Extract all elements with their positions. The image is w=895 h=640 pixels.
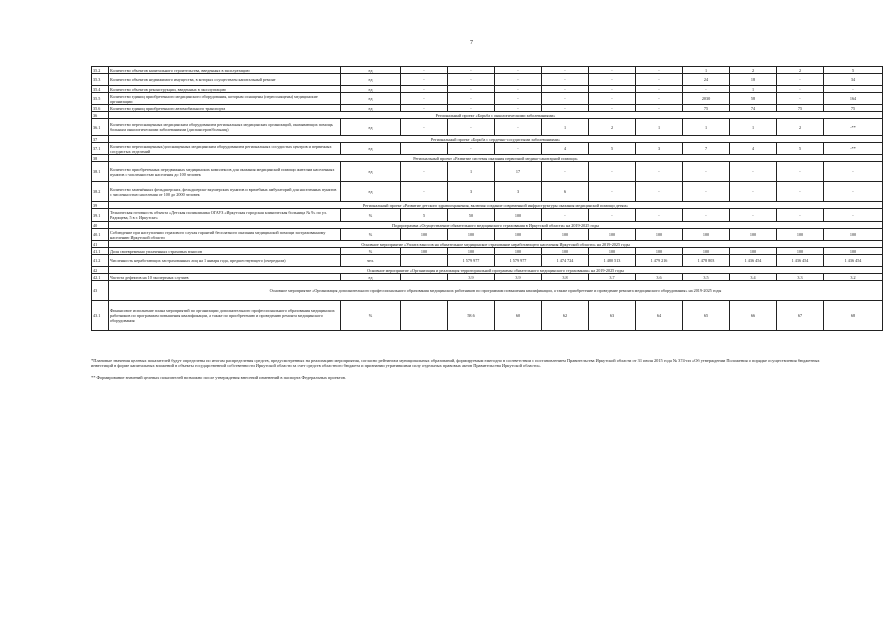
value-cell: - [636, 74, 683, 86]
value-cell: 4 [730, 143, 777, 155]
row-number: 37 [92, 136, 109, 143]
row-number: 38.1 [92, 162, 109, 182]
value-cell: 3.5 [683, 274, 730, 281]
value-cell: 100 [542, 248, 589, 255]
indicator-name: Количество приобретенных передвижных медицинских комплексов для оказания медицинской помощи жителям населенных пунктов с численностью населения до 100 человек [109, 162, 341, 182]
value-cell: 2030 [683, 93, 730, 105]
indicator-name: Техническая готовность объекта «Детская поликлиника ОГАУЗ «Иркутская городская клиническая больница № 9» по ул. Радищева, 5 в г. Иркутске» [109, 209, 341, 222]
indicator-name: Количество переоснащенных/дооснащенных медицинским оборудованием региональных сосудистых центров и первичных сосудистых отделений [109, 143, 341, 155]
page-number: 7 [470, 40, 473, 46]
value-cell: 100 [542, 229, 589, 241]
table-row [92, 162, 883, 182]
value-cell: 5 [824, 67, 883, 74]
table-body [92, 67, 883, 331]
value-cell: - [542, 67, 589, 74]
row-number: 35.4 [92, 86, 109, 93]
value-cell: 17 [495, 162, 542, 182]
value-cell: - [448, 105, 495, 112]
value-cell: 3.2 [824, 274, 883, 281]
value-cell: - [589, 105, 636, 112]
value-cell: 63 [589, 301, 636, 331]
value-cell: 18 [730, 74, 777, 86]
unit-cell: % [341, 229, 401, 241]
table-row [92, 301, 883, 331]
value-cell: 64 [636, 301, 683, 331]
value-cell: - [448, 93, 495, 105]
value-cell: 3.8 [542, 274, 589, 281]
value-cell: 1 [448, 162, 495, 182]
row-number: 40 [92, 222, 109, 229]
value-cell: - [636, 67, 683, 74]
value-cell: - [636, 162, 683, 182]
value-cell: 1 474 724 [542, 255, 589, 267]
value-cell: 100 [777, 229, 824, 241]
value-cell: - [542, 86, 589, 93]
indicators-table [91, 66, 883, 331]
row-number: 42 [92, 267, 109, 274]
value-cell: 24 [683, 74, 730, 86]
value-cell: - [448, 119, 495, 136]
value-cell: 1 579 977 [495, 255, 542, 267]
value-cell: 100 [495, 209, 542, 222]
row-number: 35.5 [92, 93, 109, 105]
row-number: 37.1 [92, 143, 109, 155]
unit-cell: % [341, 209, 401, 222]
value-cell: 100 [401, 229, 448, 241]
value-cell: 7 [683, 143, 730, 155]
value-cell: 5 [589, 143, 636, 155]
value-cell: 100 [589, 248, 636, 255]
section-title: Основное мероприятие «Организация дополнительного профессионального образования медицинских работников по программам повышения квалификации, а также приобретение и проведение ремонта медицинского оборудования» на 2019-2025 годы [109, 281, 883, 301]
table-row [92, 182, 883, 202]
section-row [92, 241, 883, 248]
value-cell: - [589, 182, 636, 202]
section-row [92, 136, 883, 143]
section-row [92, 281, 883, 301]
footnote-second: ** Формирование значений целевых показателей возможно после утверждения внесений изменений в паспорта Федеральных проектов. [91, 374, 347, 380]
value-cell [401, 143, 448, 155]
value-cell: 1 [683, 67, 730, 74]
value-cell: 62 [542, 301, 589, 331]
value-cell: - [495, 86, 542, 93]
value-cell: - [730, 162, 777, 182]
value-cell: - [589, 86, 636, 93]
value-cell: 67 [777, 301, 824, 331]
value-cell: - [636, 86, 683, 93]
row-number: 41.1 [92, 248, 109, 255]
value-cell: - [636, 209, 683, 222]
value-cell: 5 [777, 143, 824, 155]
value-cell: - [683, 182, 730, 202]
value-cell: 3.6 [636, 274, 683, 281]
value-cell: - [401, 86, 448, 93]
unit-cell: ед [341, 119, 401, 136]
indicator-name: Количество объектов недвижимого имущества, в которых осуществлен капитальный ремонт [109, 74, 341, 86]
value-cell: - [683, 86, 730, 93]
row-number: 39.1 [92, 209, 109, 222]
value-cell: 2 [777, 119, 824, 136]
table-row [92, 255, 883, 267]
indicator-name: Финансовое исполнение плана мероприятий по организации дополнительного профессионального образования медицинских работников по программам повышения квалификации, а также по приобретению и проведению ремонта медицинского оборудования [109, 301, 341, 331]
value-cell: - [777, 86, 824, 93]
value-cell: - [542, 209, 589, 222]
value-cell: 1 [542, 119, 589, 136]
section-title: Региональный проект «Борьба с сердечно-сосудистыми заболеваниями» [109, 136, 883, 143]
table-row [92, 143, 883, 155]
table-row [92, 105, 883, 112]
table-row [92, 119, 883, 136]
value-cell: - [542, 74, 589, 86]
value-cell: 100 [683, 248, 730, 255]
unit-cell: ед [341, 74, 401, 86]
value-cell: - [589, 74, 636, 86]
value-cell: 75 [683, 105, 730, 112]
value-cell: 3.4 [730, 274, 777, 281]
unit-cell: ед [341, 86, 401, 93]
row-number: 41 [92, 241, 109, 248]
value-cell: 75 [824, 105, 883, 112]
value-cell [401, 255, 448, 267]
unit-cell: ед [341, 105, 401, 112]
indicator-name: Количество единиц приобретенного автомобильного транспорта [109, 105, 341, 112]
value-cell: - [589, 209, 636, 222]
value-cell: 100 [730, 229, 777, 241]
value-cell: 50 [448, 209, 495, 222]
value-cell: - [495, 143, 542, 155]
indicator-name: Доля своевременно уплаченных страховых взносов [109, 248, 341, 255]
value-cell: - [448, 67, 495, 74]
value-cell: - [777, 182, 824, 202]
indicator-name: Численность неработающих застрахованных лиц на 1 января года, предшествующего (очередном) [109, 255, 341, 267]
row-number: 40.1 [92, 229, 109, 241]
row-number: 35.6 [92, 105, 109, 112]
section-row [92, 267, 883, 274]
value-cell: - [777, 209, 824, 222]
row-number: 38 [92, 155, 109, 162]
value-cell: - [589, 67, 636, 74]
value-cell: 1 [636, 119, 683, 136]
table-row [92, 67, 883, 74]
row-number: 43.1 [92, 301, 109, 331]
value-cell [401, 301, 448, 331]
value-cell: - [495, 105, 542, 112]
value-cell: - [777, 162, 824, 182]
value-cell: 1 579 977 [448, 255, 495, 267]
value-cell: - [542, 105, 589, 112]
section-row [92, 155, 883, 162]
unit-cell: % [341, 301, 401, 331]
value-cell: - [401, 162, 448, 182]
table-row [92, 93, 883, 105]
value-cell: 100 [683, 229, 730, 241]
value-cell: 1 479 216 [636, 255, 683, 267]
indicator-name: Количество объектов реконструкции, введенных в эксплуатацию [109, 86, 341, 93]
value-cell: 100 [824, 248, 883, 255]
value-cell: - [683, 162, 730, 182]
value-cell: - [777, 74, 824, 86]
indicator-name: Количество единиц приобретенного медицинского оборудования, которым оснащены (переоснащены) медицинские организации [109, 93, 341, 105]
section-title: Основное мероприятие «Уплата взносов на обязательное медицинское страхование неработающего населения Иркутской области» на 2019-2025 годы [109, 241, 883, 248]
section-row [92, 222, 883, 229]
unit-cell: % [341, 248, 401, 255]
value-cell: - [824, 209, 883, 222]
value-cell: 3 [448, 182, 495, 202]
value-cell: - [448, 143, 495, 155]
value-cell: 65 [683, 301, 730, 331]
value-cell: 100 [777, 248, 824, 255]
row-number: 39 [92, 202, 109, 209]
value-cell: 3 [495, 182, 542, 202]
section-title: Региональный проект «Борьба с онкологическими заболеваниями» [109, 112, 883, 119]
value-cell: - [636, 105, 683, 112]
value-cell: 3.3 [777, 274, 824, 281]
value-cell: 66 [730, 301, 777, 331]
value-cell: 1 436 454 [824, 255, 883, 267]
value-cell: 58.6 [448, 301, 495, 331]
value-cell: - [683, 209, 730, 222]
value-cell: 100 [824, 229, 883, 241]
value-cell: - [542, 93, 589, 105]
value-cell: - [777, 93, 824, 105]
value-cell: 100 [495, 248, 542, 255]
value-cell: - [636, 182, 683, 202]
value-cell: - [589, 93, 636, 105]
indicator-name: Количество заменённых фельдшерских, фельдшерско-акушерских пунктов и врачебных амбулаторий для населенных пунктов с численностью населения от 100 до 2000 человек [109, 182, 341, 202]
value-cell: -** [824, 119, 883, 136]
value-cell: 100 [401, 248, 448, 255]
value-cell: - [824, 182, 883, 202]
value-cell: - [401, 105, 448, 112]
value-cell: 60 [495, 301, 542, 331]
table-row [92, 86, 883, 93]
value-cell: 2 [589, 119, 636, 136]
unit-cell: ед [341, 143, 401, 155]
value-cell: 34 [824, 74, 883, 86]
value-cell: - [401, 67, 448, 74]
value-cell: 1 [730, 86, 777, 93]
row-number: 42.1 [92, 274, 109, 281]
unit-cell: ед [341, 67, 401, 74]
table-row [92, 229, 883, 241]
unit-cell: ед [341, 182, 401, 202]
indicator-name: Количество переоснащенных медицинским оборудованием региональных медицинских организаций, оказывающих помощь больным онкологическими заболеваниями (диспансеров/больниц) [109, 119, 341, 136]
value-cell: - [636, 93, 683, 105]
row-number: 36.1 [92, 119, 109, 136]
table-row [92, 248, 883, 255]
row-number: 43 [92, 281, 109, 301]
value-cell: -** [824, 143, 883, 155]
value-cell: - [730, 182, 777, 202]
value-cell: 100 [730, 248, 777, 255]
value-cell: - [448, 74, 495, 86]
value-cell: - [495, 93, 542, 105]
table-row [92, 209, 883, 222]
value-cell: - [448, 86, 495, 93]
value-cell: 1 [683, 119, 730, 136]
section-title: Региональный проект «Развитие системы оказания первичной медико-санитарной помощи» [109, 155, 883, 162]
value-cell: 1 478 803 [683, 255, 730, 267]
value-cell: - [495, 119, 542, 136]
value-cell: 1 480 513 [589, 255, 636, 267]
value-cell: - [495, 74, 542, 86]
section-title: Основное мероприятие «Организация и реализация территориальной программы обязательного медицинского страхования» на 2019-2025 годы [109, 267, 883, 274]
unit-cell: ед [341, 162, 401, 182]
value-cell: - [824, 86, 883, 93]
value-cell: 164 [824, 93, 883, 105]
indicator-name: Количество объектов капитального строительства, введенных в эксплуатацию [109, 67, 341, 74]
value-cell: 1 436 454 [730, 255, 777, 267]
value-cell: 100 [495, 229, 542, 241]
value-cell: - [730, 209, 777, 222]
value-cell: - [401, 182, 448, 202]
value-cell [401, 274, 448, 281]
unit-cell: ед [341, 93, 401, 105]
value-cell: 100 [448, 248, 495, 255]
value-cell: 4 [542, 143, 589, 155]
value-cell: 74 [730, 105, 777, 112]
section-title: Подпрограмма «Осуществление обязательного медицинского страхования в Иркутской области» на 2019-2025 годы [109, 222, 883, 229]
value-cell: 100 [589, 229, 636, 241]
row-number: 38.2 [92, 182, 109, 202]
value-cell: 68 [824, 301, 883, 331]
section-row [92, 202, 883, 209]
value-cell: 5 [401, 209, 448, 222]
table-row [92, 74, 883, 86]
row-number: 41.2 [92, 255, 109, 267]
value-cell: - [495, 67, 542, 74]
value-cell: 75 [777, 105, 824, 112]
value-cell: - [401, 119, 448, 136]
row-number: 35.2 [92, 67, 109, 74]
value-cell: 58 [730, 93, 777, 105]
value-cell: 3.9 [448, 274, 495, 281]
row-number: 36 [92, 112, 109, 119]
value-cell: 100 [448, 229, 495, 241]
indicator-name: Частота дефектов на 10 экспертных случаев [109, 274, 341, 281]
value-cell: - [824, 162, 883, 182]
footnote-first: *Плановые значения целевых показателей будут определены по итогам распределения средств, предусмотренных на реализацию мероприятия, согласно рейтингам муниципальных образований, формируемым ежегодно в соответствии с постановлением Правительства Иркутской области от 31 июля 2015 года № 374-пп «Об утверждении Положения о порядке осуществления бюджетных инвестиций в форме капитальных вложений в объекты государственной собственности Иркутской области за счет средств областного бюджета и признании утратившими силу отдельных правовых актов Правительства Иркутской области». [91, 358, 820, 369]
value-cell: - [401, 74, 448, 86]
value-cell: 3.9 [495, 274, 542, 281]
table-row [92, 274, 883, 281]
row-number: 35.3 [92, 74, 109, 86]
value-cell: 100 [636, 229, 683, 241]
value-cell: 3 [636, 143, 683, 155]
indicator-name: Соблюдение при наступлении страхового случая гарантий бесплатного оказания медицинской помощи застрахованному населению Иркутской области [109, 229, 341, 241]
unit-cell: ед [341, 274, 401, 281]
section-row [92, 112, 883, 119]
section-title: Региональный проект «Развитие детского здравоохранения, включая создание современной инфраструктуры оказания медицинской помощи детям» [109, 202, 883, 209]
value-cell: - [542, 162, 589, 182]
value-cell: - [401, 93, 448, 105]
value-cell: - [589, 162, 636, 182]
footnotes [91, 358, 832, 380]
value-cell: 3.7 [589, 274, 636, 281]
value-cell: 2 [777, 67, 824, 74]
value-cell: 100 [636, 248, 683, 255]
value-cell: 6 [542, 182, 589, 202]
unit-cell: чел. [341, 255, 401, 267]
value-cell: 1 [730, 119, 777, 136]
value-cell: 2 [730, 67, 777, 74]
value-cell: 1 436 454 [777, 255, 824, 267]
